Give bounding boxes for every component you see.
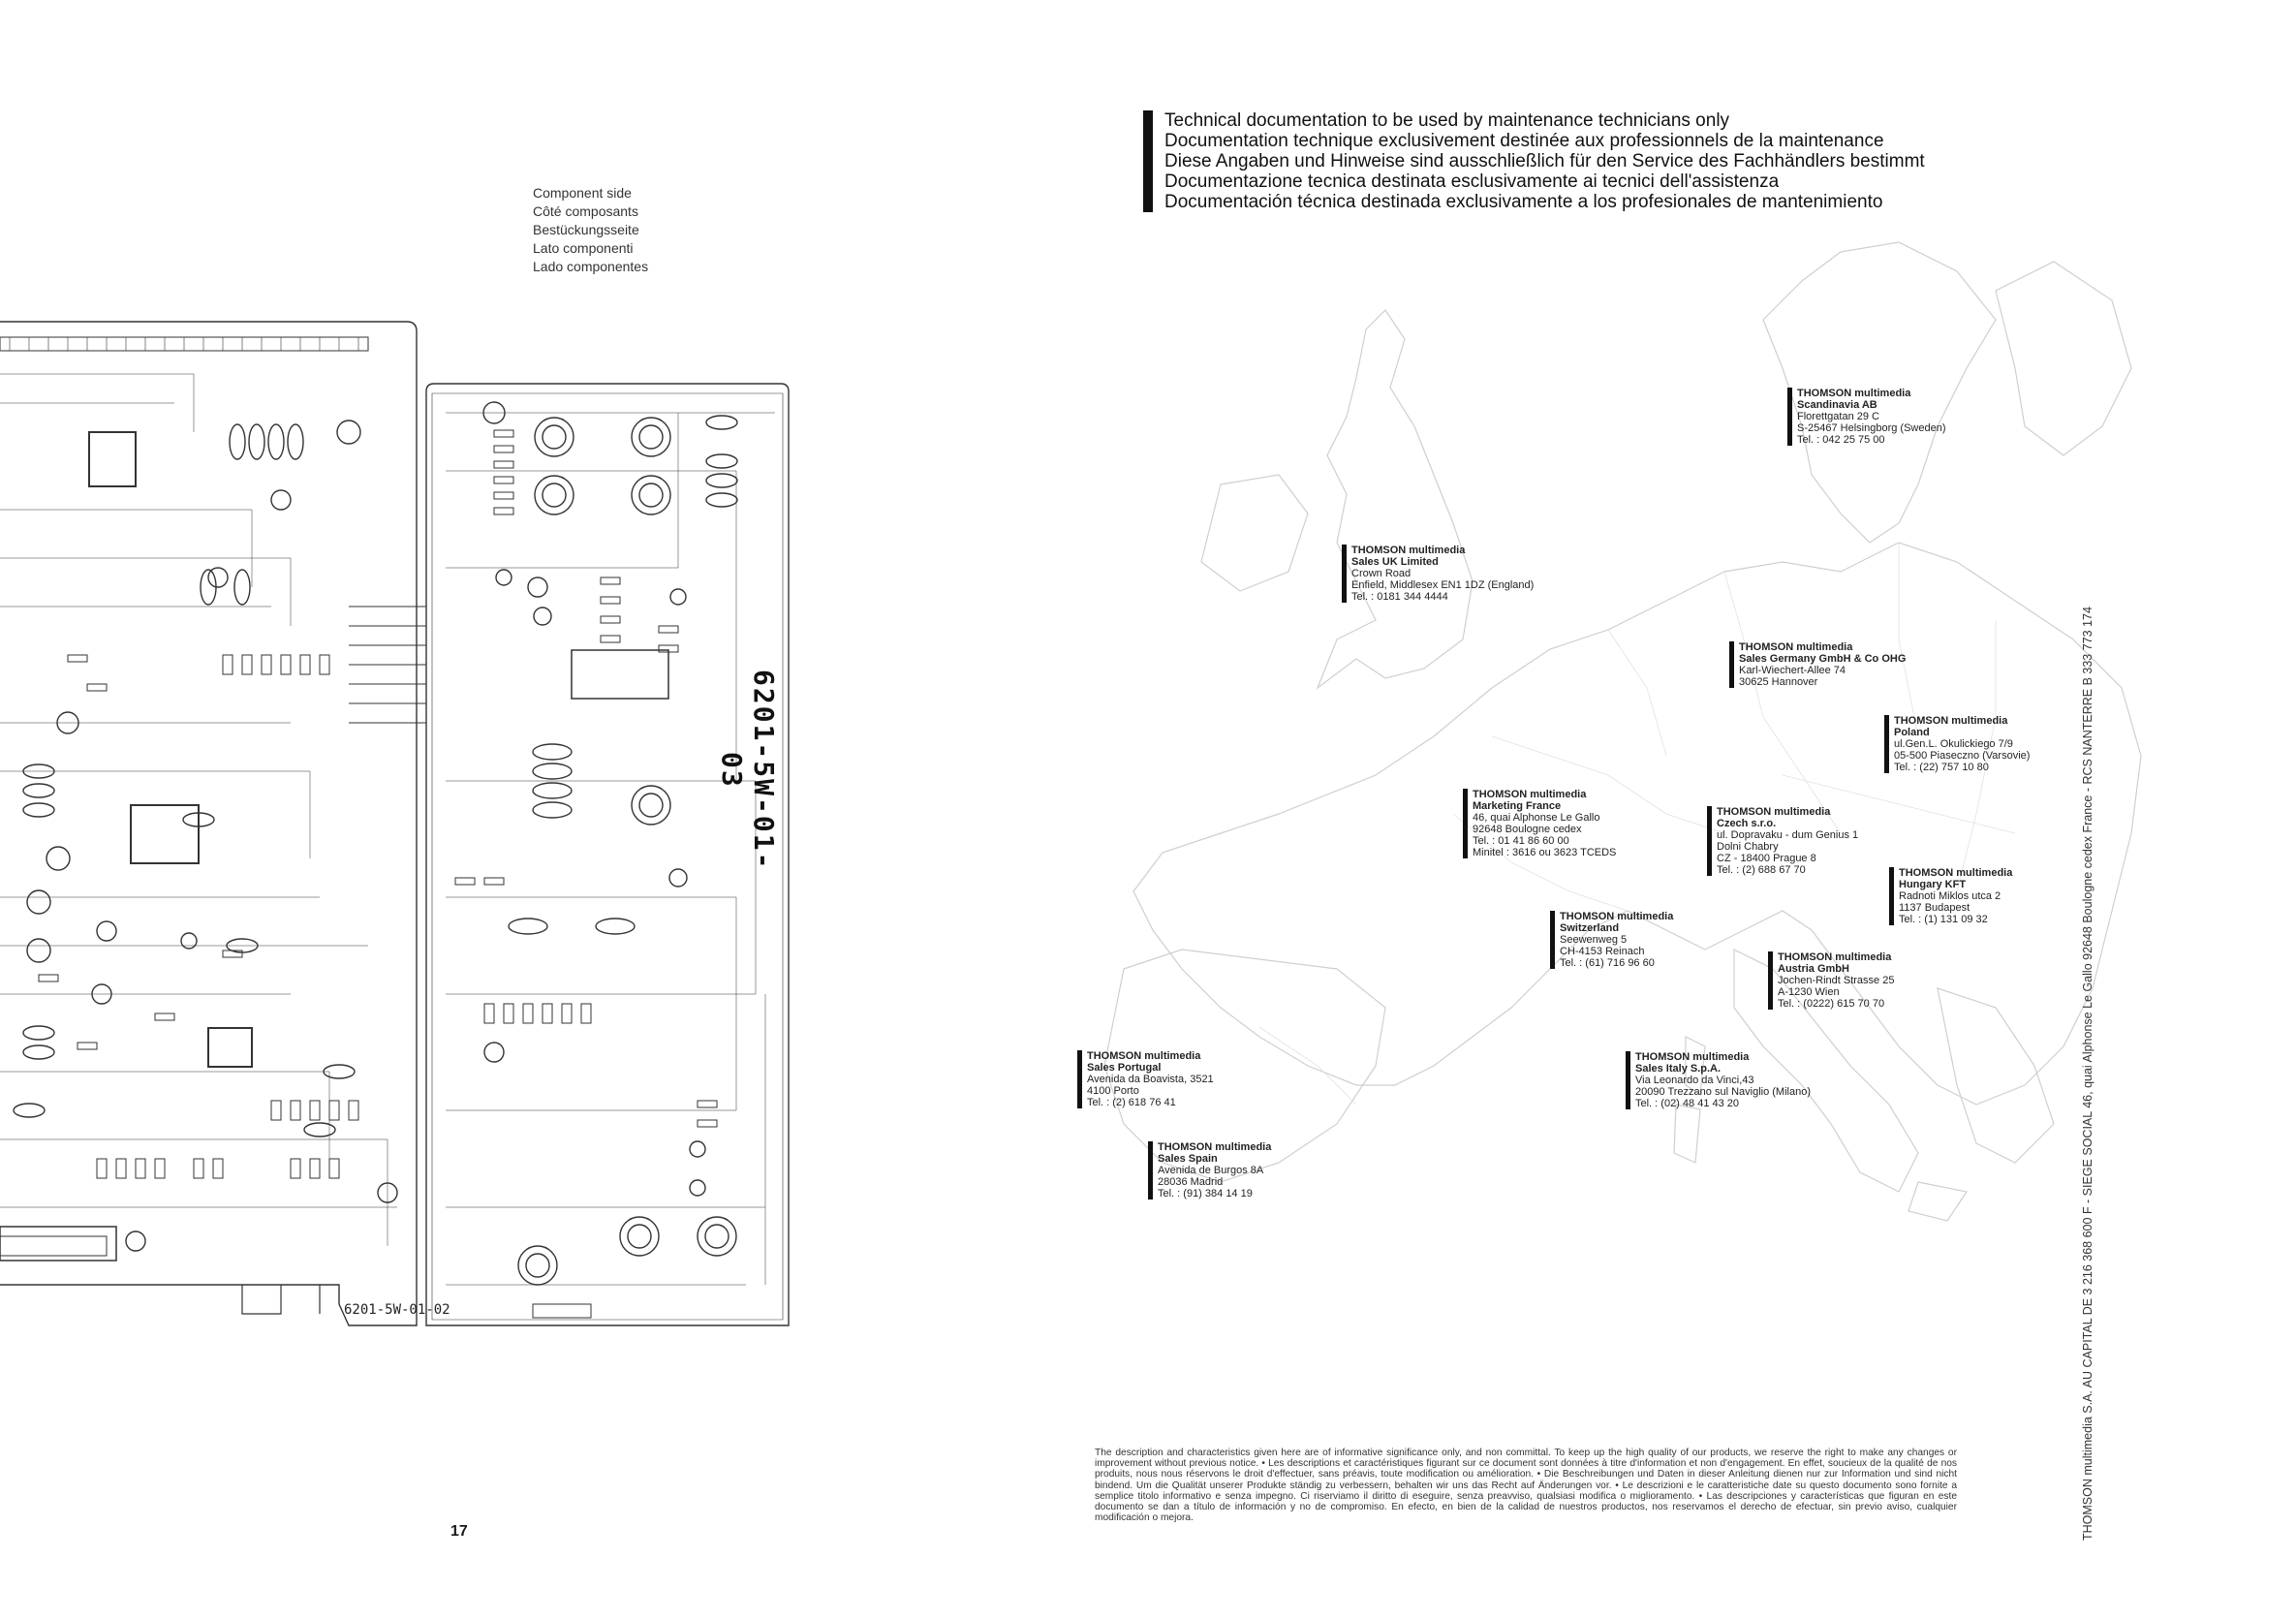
- pcb-svg: [0, 316, 794, 1343]
- address-italy: [1626, 1051, 1811, 1109]
- address-poland: [1884, 715, 2030, 773]
- address-line: 92648 Boulogne cedex: [1473, 824, 1582, 835]
- office-name: Hungary KFT: [1899, 879, 1967, 890]
- address-phone: Tel. : (2) 688 67 70: [1717, 864, 1806, 876]
- address-line: 28036 Madrid: [1158, 1176, 1224, 1188]
- address-line: 46, quai Alphonse Le Gallo: [1473, 812, 1600, 824]
- office-name: Poland: [1894, 727, 1930, 738]
- address-hungary: [1889, 867, 2012, 925]
- address-france: [1463, 789, 1616, 858]
- caption-fr: Côté composants: [533, 203, 638, 219]
- address-line: Karl-Wiechert-Allee 74: [1739, 665, 1846, 676]
- company-name: THOMSON multimedia: [1717, 806, 1831, 818]
- notice-es: Documentación técnica destinada exclusivamente a los profesionales de mantenimiento: [1164, 192, 1883, 212]
- company-name: THOMSON multimedia: [1899, 867, 2013, 879]
- caption-en: Component side: [533, 185, 632, 201]
- company-name: THOMSON multimedia: [1087, 1050, 1201, 1062]
- address-line: Via Leonardo da Vinci,43: [1635, 1075, 1754, 1086]
- office-name: Sales Italy S.p.A.: [1635, 1063, 1722, 1075]
- address-phone: Tel. : (0222) 615 70 70: [1778, 998, 1885, 1010]
- address-scandinavia: [1787, 388, 1945, 446]
- address-line: Avenida da Boavista, 3521: [1087, 1074, 1214, 1085]
- address-line: A-1230 Wien: [1778, 986, 1840, 998]
- address-phone: Tel. : 01 41 86 60 00: [1473, 835, 1569, 847]
- pcb-code-vertical: 6201-5W-01-03: [716, 670, 780, 871]
- company-legal-text: THOMSON multimedia S.A. AU CAPITAL DE 3 216 368 600 F - SIEGE SOCIAL 46, quai Alphonse Le Gallo 92648 Boulogne cedex France - RCS NANTERRE B 333 773 174: [2081, 607, 2094, 1541]
- address-czech: [1707, 806, 1858, 876]
- address-line: ul.Gen.L. Okulickiego 7/9: [1894, 738, 2013, 750]
- address-line: Crown Road: [1351, 568, 1412, 579]
- caption-it: Lato componenti: [533, 240, 634, 256]
- company-name: THOMSON multimedia: [1778, 951, 1892, 963]
- office-name: Scandinavia AB: [1797, 399, 1877, 411]
- address-line: ul. Dopravaku - dum Genius 1: [1717, 829, 1859, 841]
- pcb-code-bottom: 6201-5W-01-02: [344, 1302, 450, 1318]
- notice-de: Diese Angaben und Hinweise sind ausschließlich für den Service des Fachhändlers bestimmt: [1164, 151, 1925, 171]
- office-name: Czech s.r.o.: [1717, 818, 1777, 829]
- notice-it: Documentazione tecnica destinata esclusivamente ai tecnici dell'assistenza: [1164, 171, 1780, 192]
- address-phone: Tel. : (02) 48 41 43 20: [1635, 1098, 1740, 1109]
- address-line: Seewenweg 5: [1560, 934, 1628, 946]
- technical-notice: [1143, 110, 1925, 212]
- company-name: THOMSON multimedia: [1797, 388, 1911, 399]
- notice-fr: Documentation technique exclusivement destinée aux professionnels de la maintenance: [1164, 131, 1884, 151]
- office-name: Switzerland: [1560, 922, 1620, 934]
- address-line: 4100 Porto: [1087, 1085, 1139, 1097]
- caption-es: Lado componentes: [533, 259, 649, 274]
- address-line: Avenida de Burgos 8A: [1158, 1165, 1264, 1176]
- address-phone: Tel. : (1) 131 09 32: [1899, 914, 1988, 925]
- address-line: CZ - 18400 Prague 8: [1717, 853, 1816, 864]
- office-name: Sales Germany GmbH & Co OHG: [1739, 653, 1907, 665]
- company-name: THOMSON multimedia: [1158, 1141, 1272, 1153]
- address-line: Radnoti Miklos utca 2: [1899, 890, 2001, 902]
- company-name: THOMSON multimedia: [1635, 1051, 1750, 1063]
- pcb-layout-drawing: [0, 316, 794, 1343]
- address-line: S-25467 Helsingborg (Sweden): [1797, 422, 1946, 434]
- address-line: Dolni Chabry: [1717, 841, 1779, 853]
- address-phone: Tel. : (2) 618 76 41: [1087, 1097, 1176, 1108]
- company-name: THOMSON multimedia: [1560, 911, 1674, 922]
- address-line: CH-4153 Reinach: [1560, 946, 1645, 957]
- address-line: Florettgatan 29 C: [1797, 411, 1879, 422]
- address-minitel: Minitel : 3616 ou 3623 TCEDS: [1473, 847, 1617, 858]
- address-phone: Tel. : (22) 757 10 80: [1894, 762, 1989, 773]
- address-line: Jochen-Rindt Strasse 25: [1778, 975, 1895, 986]
- office-name: Marketing France: [1473, 800, 1562, 812]
- address-portugal: [1077, 1050, 1214, 1108]
- company-name: THOMSON multimedia: [1894, 715, 2008, 727]
- address-line: 30625 Hannover: [1739, 676, 1818, 688]
- address-phone: Tel. : 0181 344 4444: [1351, 591, 1448, 603]
- disclaimer-text: The description and characteristics given here are of informative significance only, and non committal. To keep up the high quality of our products, we reserve the right to make any changes or improvement without previous notice. • Les descriptions et caractéristiques figurant sur ce document sont données à titre d'information et non d'engagement. En effet, soucieux de la qualité de nos produits, nous nous réservons le droit d'effectuer, sans préavis, toute modification ou amélioration. • Die Beschreibungen und Daten in dieser Anleitung dienen nur zur Information und sind nicht bindend. Um die Qualität unserer Produkte ständig zu verbessern, behalten wir uns das Recht auf Änderungen vor. • Le descrizioni e le caratteristiche date su questo documento sono fornite a semplice titolo informativo e senza impegno. Ci riserviamo il diritto di eseguire, senza preavviso, qualsiasi modifica o miglioramento. • Las descripciones y características que figuran en este documento se dan a título de información y no de compromiso. En efecto, en bien de la calidad de nuestros productos, nos reservamos el derecho de efectuar, sin previo aviso, cualquier modificación o mejora.: [1095, 1448, 1957, 1524]
- component-side-caption: [533, 184, 648, 276]
- company-name: THOMSON multimedia: [1351, 545, 1466, 556]
- company-name: THOMSON multimedia: [1739, 641, 1853, 653]
- address-uk: [1342, 545, 1534, 603]
- office-name: Sales UK Limited: [1351, 556, 1439, 568]
- office-name: Austria GmbH: [1778, 963, 1849, 975]
- address-line: 20090 Trezzano sul Naviglio (Milano): [1635, 1086, 1811, 1098]
- caption-de: Bestückungsseite: [533, 222, 639, 237]
- company-name: THOMSON multimedia: [1473, 789, 1587, 800]
- notice-en: Technical documentation to be used by maintenance technicians only: [1164, 110, 1730, 131]
- address-spain: [1148, 1141, 1271, 1199]
- address-line: 05-500 Piaseczno (Varsovie): [1894, 750, 2031, 762]
- address-line: 1137 Budapest: [1899, 902, 1970, 914]
- address-switzerland: [1550, 911, 1673, 969]
- address-phone: Tel. : (61) 716 96 60: [1560, 957, 1655, 969]
- address-phone: Tel. : (91) 384 14 19: [1158, 1188, 1253, 1199]
- address-germany: [1729, 641, 1906, 688]
- page-number: 17: [450, 1523, 468, 1540]
- address-line: Enfield, Middlesex EN1 1DZ (England): [1351, 579, 1535, 591]
- office-name: Sales Portugal: [1087, 1062, 1162, 1074]
- address-austria: [1768, 951, 1894, 1010]
- office-name: Sales Spain: [1158, 1153, 1218, 1165]
- address-phone: Tel. : 042 25 75 00: [1797, 434, 1885, 446]
